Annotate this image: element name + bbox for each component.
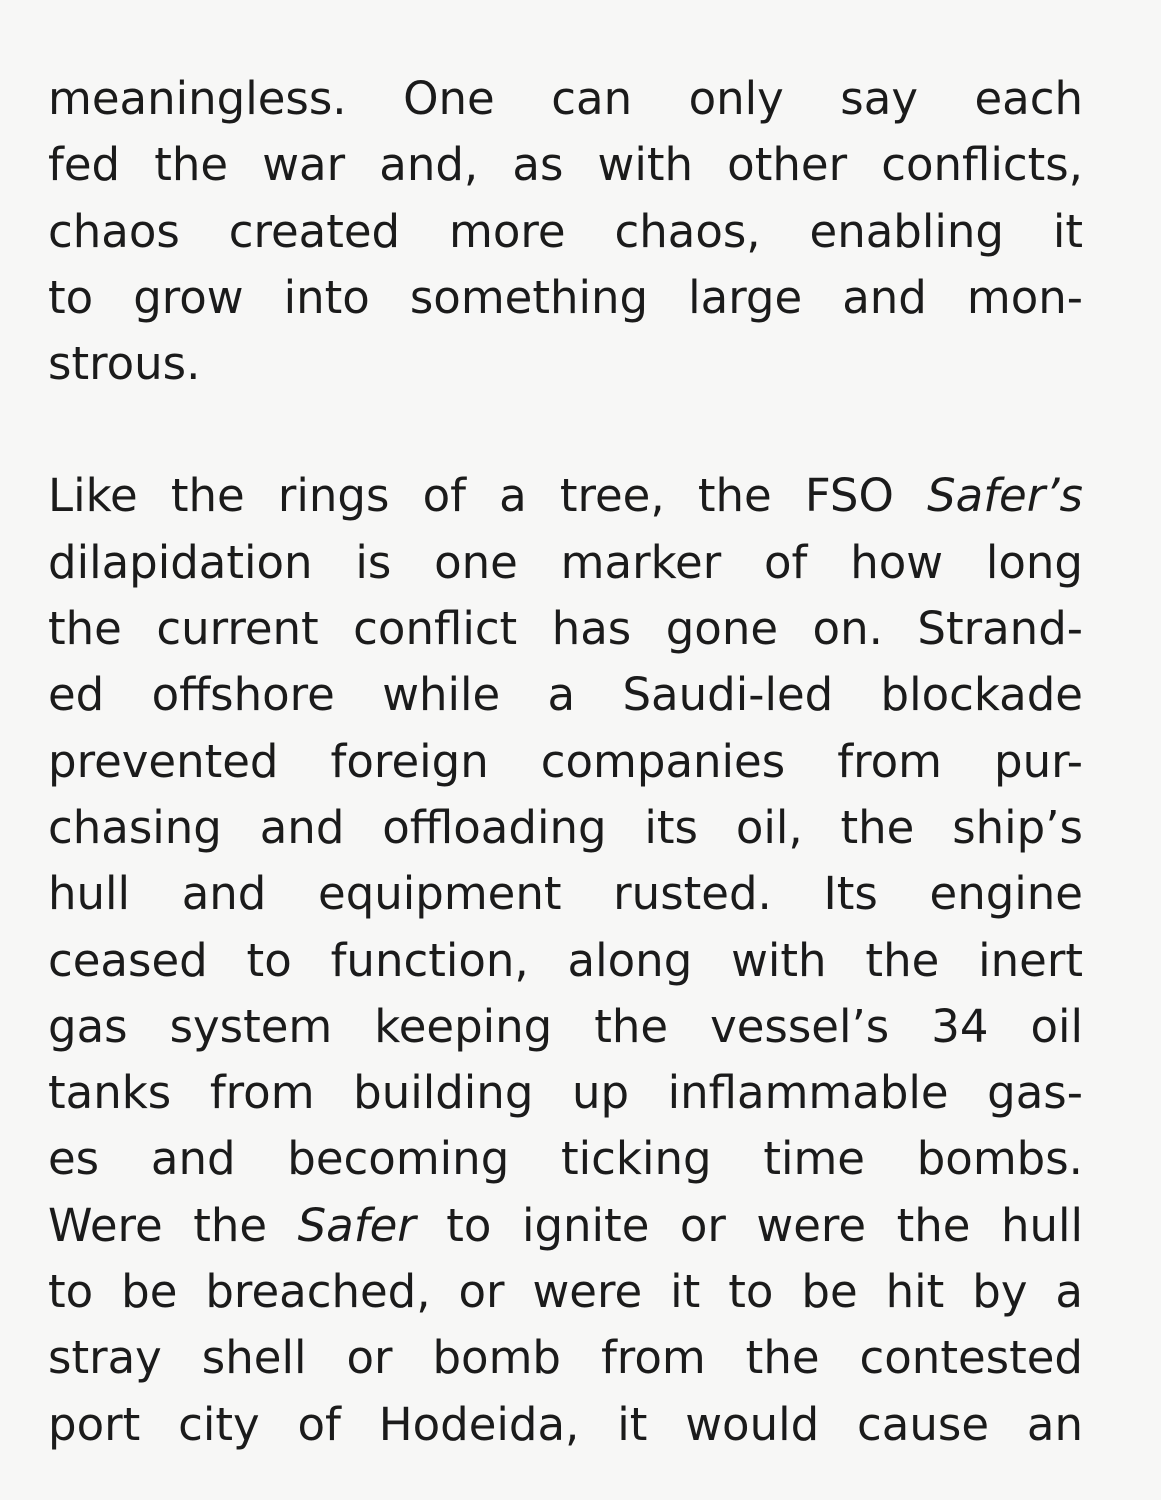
paragraph-2 [48,463,1083,1457]
text-line: chasing and offloading its oil, the ship’s [48,800,1083,854]
text-line [48,1193,1083,1259]
text-line [48,463,1083,529]
ship-name-italic: Safer’s [927,469,1083,523]
text-line: ceased to function, along with the inert [48,933,1083,987]
text-line: ed offshore while a Saudi-led blockade [48,668,1083,722]
text-line: the current conflict has gone on. Strand- [48,602,1083,656]
paragraph-gap [48,397,1083,463]
paragraph-1 [48,66,1083,397]
text-run: Were the [48,1198,298,1252]
text-line: to be breached, or were it to be hit by a [48,1265,1083,1319]
text-line: to grow into something large and mon- [48,270,1083,324]
text-line: es and becoming ticking time bombs. [48,1132,1083,1186]
text-line: chaos created more chaos, enabling it [48,204,1083,258]
text-line: prevented foreign companies from pur- [48,734,1083,788]
text-line: fed the war and, as with other conflicts, [48,138,1083,192]
text-line: hull and equipment rusted. Its engine [48,867,1083,921]
text-line: port city of Hodeida, it would cause an [48,1397,1083,1451]
text-line: dilapidation is one marker of how long [48,535,1083,589]
text-line: stray shell or bomb from the contested [48,1331,1083,1385]
text-run: Like the rings of a tree, the FSO [48,469,928,523]
text-line: gas system keeping the vessel’s 34 oil [48,999,1083,1053]
text-line: tanks from building up inflammable gas- [48,1066,1083,1120]
text-run: to ignite or were the hull [415,1198,1083,1252]
text-line: meaningless. One can only say each [48,72,1083,125]
text-line: strous. [48,337,201,391]
ship-name-italic: Safer [297,1198,416,1252]
